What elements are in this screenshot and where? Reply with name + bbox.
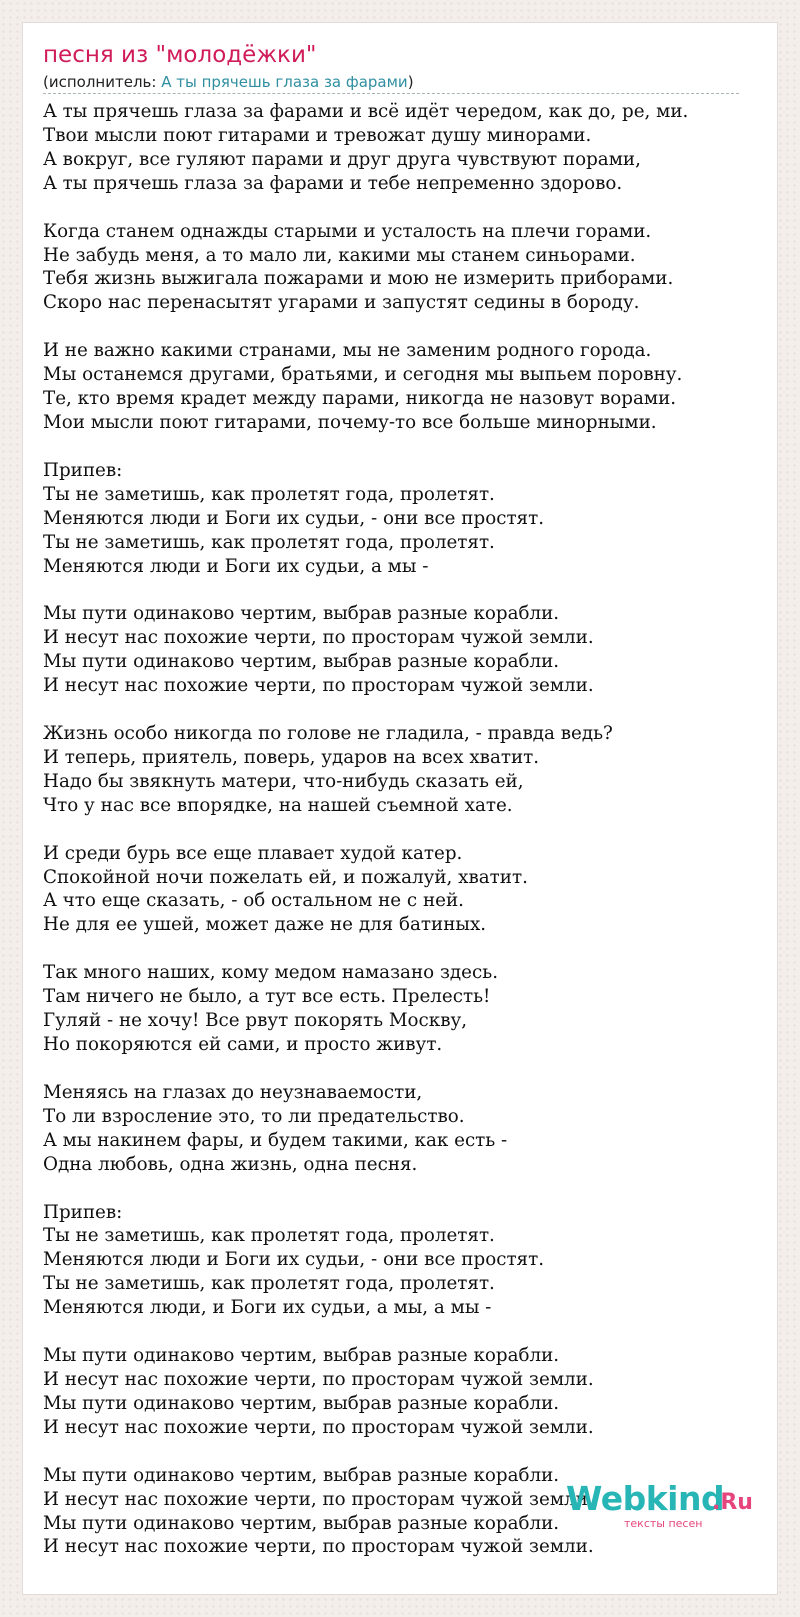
lyric-line: Ты не заметишь, как пролетят года, пролетят. [43, 483, 495, 505]
lyric-line: И несут нас похожие черти, по просторам чужой земли. [43, 1416, 594, 1438]
lyric-line: Но покоряются ей сами, и просто живут. [43, 1034, 443, 1055]
lyrics-text [43, 100, 763, 1583]
lyric-line: А мы накинем фары, и будем такими, как есть - [43, 1129, 508, 1151]
stanza [43, 100, 763, 196]
lyric-line: А что еще сказать, - об остальном не с ней. [43, 890, 464, 912]
lyric-line: Гуляй - не хочу! Все рвут покорять Москву, [43, 1010, 468, 1032]
performer-prefix: (исполнитель: [43, 73, 162, 91]
lyric-line: И несут нас похожие черти, по просторам чужой земли. [43, 1368, 594, 1390]
stanza [43, 842, 763, 938]
lyric-line: Меняются люди и Боги их судьи, - они все простят. [43, 507, 545, 529]
lyric-line: То ли взросление это, то ли предательство. [43, 1105, 465, 1127]
lyric-line: Мы пути одинаково чертим, выбрав разные корабли. [43, 1392, 560, 1414]
lyrics-card [22, 22, 778, 1595]
logo-wordmark: Webkind [566, 1479, 725, 1518]
lyric-line: И теперь, приятель, поверь, ударов на всех хватит. [43, 746, 540, 768]
lyric-line: Твои мысли поют гитарами и тревожат душу минорами. [43, 124, 592, 146]
stanza [43, 722, 763, 818]
performer-line [43, 71, 739, 94]
lyric-line: Припев: [43, 1201, 123, 1223]
lyric-line: И несут нас похожие черти, по просторам чужой земли. [43, 1488, 594, 1510]
lyric-line: Мы пути одинаково чертим, выбрав разные корабли. [43, 1464, 560, 1486]
lyric-line: Ты не заметишь, как пролетят года, пролетят. [43, 531, 495, 553]
lyric-line: И не важно какими странами, мы не заменим родного города. [43, 340, 652, 362]
lyric-line: Что у нас все впорядке, на нашей съемной хате. [43, 794, 513, 816]
stanza [43, 1344, 763, 1440]
lyric-line: Мы пути одинаково чертим, выбрав разные корабли. [43, 1512, 560, 1534]
lyric-line: А вокруг, все гуляют парами и друг друга чувствуют порами, [43, 148, 641, 170]
lyric-line: А ты прячешь глаза за фарами и тебе непременно здорово. [43, 172, 623, 194]
lyric-line: Когда станем однажды старыми и усталость на плечи горами. [43, 220, 652, 242]
lyric-line: Не забудь меня, а то мало ли, какими мы станем синьорами. [43, 244, 636, 266]
lyric-line: И несут нас похожие черти, по просторам чужой земли. [43, 675, 594, 697]
site-logo[interactable] [566, 1480, 766, 1530]
lyric-line: Скоро нас перенасытят угарами и запустят седины в бороду. [43, 292, 640, 314]
lyric-line: И несут нас похожие черти, по просторам чужой земли. [43, 1536, 594, 1558]
lyric-line: Жизнь особо никогда по голове не гладила, - правда ведь? [43, 723, 613, 745]
lyric-line: Не для ее ушей, может даже не для батиных. [43, 914, 487, 936]
page-title: песня из "молодёжки" [43, 42, 317, 68]
performer-suffix: ) [407, 73, 414, 91]
lyric-line: Мы пути одинаково чертим, выбрав разные корабли. [43, 603, 560, 625]
lyric-line: Ты не заметишь, как пролетят года, пролетят. [43, 1225, 495, 1247]
logo-tagline: тексты песен [624, 1517, 703, 1530]
stanza [43, 459, 763, 579]
logo-domain: .Ru [712, 1490, 753, 1515]
lyric-line: Тебя жизнь выжигала пожарами и мою не измерить приборами. [43, 268, 674, 290]
lyric-line: Так много наших, кому медом намазано здесь. [43, 962, 499, 984]
performer-link[interactable]: А ты прячешь глаза за фарами [161, 73, 408, 91]
stanza [43, 602, 763, 698]
stanza [43, 1081, 763, 1177]
lyric-line: Ты не заметишь, как пролетят года, пролетят. [43, 1273, 495, 1295]
lyric-line: Припев: [43, 459, 123, 481]
lyric-line: И среди бурь все еще плавает худой катер. [43, 842, 463, 864]
stanza [43, 961, 763, 1057]
stanza [43, 339, 763, 435]
lyric-line: Мы пути одинаково чертим, выбрав разные корабли. [43, 651, 560, 673]
lyric-line: И несут нас похожие черти, по просторам чужой земли. [43, 627, 594, 649]
stanza [43, 220, 763, 316]
lyric-line: Одна любовь, одна жизнь, одна песня. [43, 1153, 418, 1175]
lyric-line: Те, кто время крадет между парами, никогда не назовут ворами. [43, 388, 677, 410]
stanza [43, 1201, 763, 1321]
lyric-line: Мы пути одинаково чертим, выбрав разные корабли. [43, 1345, 560, 1367]
lyric-line: А ты прячешь глаза за фарами и всё идёт чередом, как до, ре, ми. [43, 101, 689, 122]
lyric-line: Меняются люди и Боги их судьи, - они все простят. [43, 1249, 545, 1271]
lyric-line: Мы останемся другами, братьями, и сегодня мы выпьем поровну. [43, 364, 683, 386]
lyric-line: Спокойной ночи пожелать ей, и пожалуй, хватит. [43, 866, 528, 888]
lyric-line: Надо бы звякнуть матери, что-нибудь сказать ей, [43, 770, 524, 792]
lyric-line: Меняясь на глазах до неузнаваемости, [43, 1081, 423, 1103]
lyric-line: Там ничего не было, а тут все есть. Прелесть! [43, 986, 491, 1008]
lyric-line: Меняются люди и Боги их судьи, а мы - [43, 555, 429, 577]
lyric-line: Меняются люди, и Боги их судьи, а мы, а мы - [43, 1297, 492, 1319]
lyric-line: Мои мысли поют гитарами, почему-то все больше минорными. [43, 411, 657, 433]
